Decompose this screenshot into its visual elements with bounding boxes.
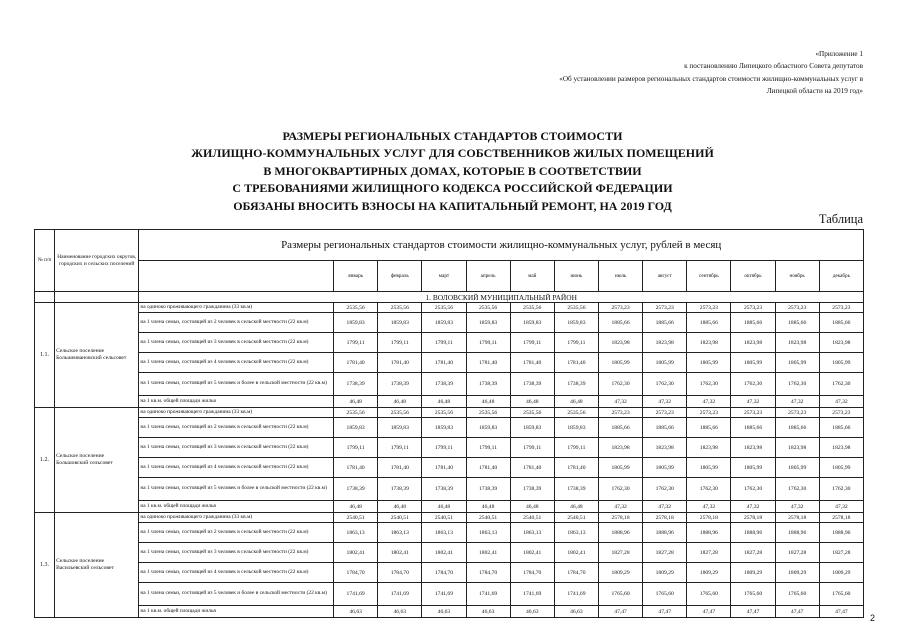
value-cell: 1738,39	[554, 373, 598, 396]
value-cell: 1799,11	[510, 333, 554, 353]
value-cell: 2535,56	[422, 303, 466, 313]
value-cell: 1809,29	[731, 563, 775, 583]
value-cell: 47,32	[643, 501, 687, 513]
value-cell: 1799,11	[554, 333, 598, 353]
value-cell: 1741,69	[422, 583, 466, 606]
table-row	[35, 583, 864, 606]
value-cell: 1823,98	[819, 438, 863, 458]
value-cell: 47,47	[643, 606, 687, 618]
appendix-header	[559, 48, 863, 97]
value-cell: 2535,56	[510, 408, 554, 418]
value-cell: 1741,69	[378, 583, 422, 606]
value-cell: 47,47	[819, 606, 863, 618]
value-cell: 46,48	[554, 396, 598, 408]
value-cell: 1738,39	[378, 478, 422, 501]
value-cell: 2535,56	[422, 408, 466, 418]
value-cell: 1805,99	[643, 353, 687, 373]
value-cell: 1885,66	[598, 418, 642, 438]
section-title: 1. ВОЛОВСКИЙ МУНИЦИПАЛЬНЫЙ РАЙОН	[139, 292, 864, 303]
value-cell: 1765,60	[819, 583, 863, 606]
value-cell: 2540,51	[334, 513, 378, 523]
value-cell: 46,48	[378, 396, 422, 408]
value-cell: 1784,70	[466, 563, 510, 583]
value-cell: 47,47	[775, 606, 819, 618]
value-cell: 1781,40	[378, 353, 422, 373]
value-cell: 1738,39	[422, 478, 466, 501]
value-cell: 2573,23	[643, 303, 687, 313]
settlement-name: Сельское поселение Большеивановский сельсовет	[55, 303, 139, 408]
value-cell: 1805,99	[687, 458, 731, 478]
table-row	[35, 373, 864, 396]
value-cell: 1885,66	[687, 313, 731, 333]
table-row	[35, 543, 864, 563]
value-cell: 2535,56	[334, 303, 378, 313]
value-cell: 1805,99	[598, 353, 642, 373]
value-cell: 46,48	[378, 501, 422, 513]
value-cell: 1802,41	[510, 543, 554, 563]
value-cell: 47,32	[687, 501, 731, 513]
title-line-5: ОБЯЗАНЫ ВНОСИТЬ ВЗНОСЫ НА КАПИТАЛЬНЫЙ РЕМОНТ, НА 2019 ГОД	[233, 198, 672, 213]
row-description: на 1 члена семьи, состоящей из 2 человек в сельской местности (22 кв.м)	[139, 313, 334, 333]
value-cell: 1762,30	[731, 373, 775, 396]
month-header: апрель	[466, 261, 510, 292]
settlement-name: Сельское поселение Васильевский сельсовет	[55, 513, 139, 618]
value-cell: 1781,40	[466, 458, 510, 478]
settlement-number: 1.3.	[35, 513, 55, 618]
value-cell: 2535,56	[466, 303, 510, 313]
document-title	[120, 128, 785, 215]
title-line-3: В МНОГОКВАРТИРНЫХ ДОМАХ, КОТОРЫЕ В СООТВЕТСТВИИ	[263, 163, 642, 178]
value-cell: 2573,23	[687, 303, 731, 313]
value-cell: 1885,66	[687, 418, 731, 438]
value-cell: 46,48	[422, 396, 466, 408]
value-cell: 1885,66	[775, 418, 819, 438]
value-cell: 1784,70	[554, 563, 598, 583]
value-cell: 2535,56	[378, 303, 422, 313]
section-spacer	[35, 292, 55, 303]
row-description: на 1 члена семьи, состоящей из 4 человек в сельской местности (22 кв.м)	[139, 353, 334, 373]
value-cell: 1823,98	[687, 333, 731, 353]
value-cell: 47,32	[731, 501, 775, 513]
row-description: на 1 члена семьи, состоящей из 3 человек в сельской местности (22 кв.м)	[139, 333, 334, 353]
value-cell: 1781,40	[554, 353, 598, 373]
value-cell: 47,32	[819, 501, 863, 513]
value-cell: 1863,13	[378, 523, 422, 543]
value-cell: 1805,99	[731, 353, 775, 373]
value-cell: 1863,13	[466, 523, 510, 543]
value-cell: 1823,98	[731, 438, 775, 458]
value-cell: 1823,98	[643, 438, 687, 458]
row-description: на 1 члена семьи, состоящей из 3 человек в сельской местности (22 кв.м)	[139, 543, 334, 563]
value-cell: 1805,99	[598, 458, 642, 478]
value-cell: 2578,18	[687, 513, 731, 523]
value-cell: 1809,29	[687, 563, 731, 583]
value-cell: 1805,99	[643, 458, 687, 478]
value-cell: 1859,83	[466, 313, 510, 333]
value-cell: 1781,40	[510, 458, 554, 478]
value-cell: 1823,98	[731, 333, 775, 353]
title-line-2: ЖИЛИЩНО-КОММУНАЛЬНЫХ УСЛУГ ДЛЯ СОБСТВЕННИКОВ ЖИЛЫХ ПОМЕЩЕНИЙ	[191, 146, 714, 161]
row-description: на 1 кв.м. общей площади жилья	[139, 396, 334, 408]
value-cell: 1859,83	[466, 418, 510, 438]
value-cell: 1799,11	[378, 333, 422, 353]
value-cell: 46,48	[554, 501, 598, 513]
value-cell: 1762,30	[643, 373, 687, 396]
value-cell: 1741,69	[554, 583, 598, 606]
table-row	[35, 418, 864, 438]
table-row	[35, 478, 864, 501]
standards-table	[34, 229, 864, 618]
row-description: на 1 кв.м. общей площади жилья	[139, 606, 334, 618]
value-cell: 1827,28	[598, 543, 642, 563]
value-cell: 46,63	[334, 606, 378, 618]
value-cell: 2578,18	[598, 513, 642, 523]
value-cell: 2573,23	[731, 303, 775, 313]
row-description: на одиноко проживающего гражданина (33 кв.м)	[139, 408, 334, 418]
table-row	[35, 353, 864, 373]
value-cell: 1799,11	[422, 438, 466, 458]
header-name: Наименование городских округов, городских и сельских поселений	[55, 230, 139, 292]
value-cell: 1827,28	[687, 543, 731, 563]
value-cell: 47,32	[775, 396, 819, 408]
value-cell: 1784,70	[422, 563, 466, 583]
value-cell: 46,63	[554, 606, 598, 618]
appendix-line-4: Липецкой области на 2019 год»	[766, 86, 863, 95]
value-cell: 1888,96	[819, 523, 863, 543]
value-cell: 1863,13	[554, 523, 598, 543]
value-cell: 1809,29	[819, 563, 863, 583]
month-header: июнь	[554, 261, 598, 292]
appendix-line-2: к постановлению Липецкого областного Совета депутатов	[684, 62, 863, 71]
value-cell: 1762,30	[643, 478, 687, 501]
month-header: сентябрь	[687, 261, 731, 292]
value-cell: 1784,70	[378, 563, 422, 583]
month-header: октябрь	[731, 261, 775, 292]
value-cell: 47,32	[775, 501, 819, 513]
value-cell: 1805,99	[819, 458, 863, 478]
value-cell: 1859,83	[334, 418, 378, 438]
value-cell: 1809,29	[643, 563, 687, 583]
row-description: на 1 члена семьи, состоящей из 3 человек в сельской местности (22 кв.м)	[139, 438, 334, 458]
value-cell: 1784,70	[334, 563, 378, 583]
value-cell: 1859,83	[422, 418, 466, 438]
row-description: на 1 члена семьи, состоящей из 5 человек и более в сельской местности (22 кв.м)	[139, 373, 334, 396]
header-desc-empty	[139, 261, 334, 292]
value-cell: 2573,23	[598, 303, 642, 313]
value-cell: 1827,28	[819, 543, 863, 563]
row-description: на 1 члена семьи, состоящей из 4 человек в сельской местности (22 кв.м)	[139, 563, 334, 583]
value-cell: 1738,39	[378, 373, 422, 396]
table-row	[35, 513, 864, 523]
value-cell: 1888,96	[598, 523, 642, 543]
value-cell: 1781,40	[510, 353, 554, 373]
title-line-4: С ТРЕБОВАНИЯМИ ЖИЛИЩНОГО КОДЕКСА РОССИЙСКОЙ ФЕДЕРАЦИИ	[232, 181, 673, 196]
value-cell: 1741,69	[334, 583, 378, 606]
value-cell: 1762,30	[775, 373, 819, 396]
value-cell: 46,48	[466, 501, 510, 513]
value-cell: 1762,30	[819, 373, 863, 396]
value-cell: 1823,98	[819, 333, 863, 353]
table-row	[35, 438, 864, 458]
value-cell: 2540,51	[554, 513, 598, 523]
value-cell: 1823,98	[775, 438, 819, 458]
value-cell: 2573,23	[775, 408, 819, 418]
value-cell: 1827,28	[775, 543, 819, 563]
value-cell: 2578,18	[819, 513, 863, 523]
value-cell: 2540,51	[510, 513, 554, 523]
value-cell: 1809,29	[598, 563, 642, 583]
value-cell: 47,47	[598, 606, 642, 618]
title-line-1: РАЗМЕРЫ РЕГИОНАЛЬНЫХ СТАНДАРТОВ СТОИМОСТИ	[282, 129, 623, 143]
table-caption: Таблица	[818, 212, 863, 226]
value-cell: 1802,41	[554, 543, 598, 563]
month-header: август	[643, 261, 687, 292]
month-header: май	[510, 261, 554, 292]
value-cell: 1799,11	[334, 438, 378, 458]
settlement-name: Сельское поселение Большовский сельсовет	[55, 408, 139, 513]
row-description: на одиноко проживающего гражданина (33 кв.м)	[139, 303, 334, 313]
value-cell: 47,32	[598, 501, 642, 513]
table-row	[35, 313, 864, 333]
value-cell: 1799,11	[510, 438, 554, 458]
value-cell: 46,63	[510, 606, 554, 618]
value-cell: 1784,70	[510, 563, 554, 583]
value-cell: 1781,40	[554, 458, 598, 478]
value-cell: 1885,66	[643, 418, 687, 438]
value-cell: 2573,23	[598, 408, 642, 418]
value-cell: 1885,66	[819, 313, 863, 333]
value-cell: 47,32	[731, 396, 775, 408]
value-cell: 46,48	[466, 396, 510, 408]
value-cell: 1888,96	[643, 523, 687, 543]
value-cell: 47,32	[687, 396, 731, 408]
value-cell: 1823,98	[643, 333, 687, 353]
month-header: ноябрь	[775, 261, 819, 292]
value-cell: 1827,28	[731, 543, 775, 563]
value-cell: 2573,23	[819, 408, 863, 418]
value-cell: 1799,11	[378, 438, 422, 458]
value-cell: 1762,30	[819, 478, 863, 501]
table-row	[35, 396, 864, 408]
value-cell: 1781,40	[422, 353, 466, 373]
value-cell: 1888,96	[687, 523, 731, 543]
value-cell: 2540,51	[378, 513, 422, 523]
table-row	[35, 606, 864, 618]
value-cell: 1781,40	[422, 458, 466, 478]
value-cell: 1885,66	[731, 313, 775, 333]
value-cell: 2540,51	[422, 513, 466, 523]
value-cell: 1762,30	[731, 478, 775, 501]
page-number: 2	[869, 613, 875, 623]
value-cell: 1765,60	[687, 583, 731, 606]
value-cell: 1762,30	[775, 478, 819, 501]
value-cell: 47,32	[643, 396, 687, 408]
value-cell: 1765,60	[731, 583, 775, 606]
value-cell: 2573,23	[731, 408, 775, 418]
settlement-number: 1.1.	[35, 303, 55, 408]
row-description: на одиноко проживающего гражданина (33 кв.м)	[139, 513, 334, 523]
value-cell: 1799,11	[466, 438, 510, 458]
value-cell: 1859,83	[334, 313, 378, 333]
value-cell: 46,63	[378, 606, 422, 618]
value-cell: 2535,56	[554, 408, 598, 418]
table-row	[35, 501, 864, 513]
value-cell: 1823,98	[775, 333, 819, 353]
table-body	[35, 292, 864, 618]
table-row	[35, 303, 864, 313]
value-cell: 2573,23	[775, 303, 819, 313]
value-cell: 1888,96	[775, 523, 819, 543]
value-cell: 1762,30	[687, 478, 731, 501]
value-cell: 1765,60	[775, 583, 819, 606]
value-cell: 1738,39	[510, 478, 554, 501]
value-cell: 1823,98	[598, 438, 642, 458]
value-cell: 46,48	[334, 396, 378, 408]
value-cell: 1802,41	[422, 543, 466, 563]
value-cell: 1885,66	[819, 418, 863, 438]
value-cell: 1823,98	[687, 438, 731, 458]
value-cell: 2535,56	[466, 408, 510, 418]
table-row	[35, 333, 864, 353]
value-cell: 1863,13	[422, 523, 466, 543]
value-cell: 1863,13	[334, 523, 378, 543]
month-header: декабрь	[819, 261, 863, 292]
value-cell: 1805,99	[819, 353, 863, 373]
value-cell: 1823,98	[598, 333, 642, 353]
value-cell: 47,47	[731, 606, 775, 618]
value-cell: 1799,11	[422, 333, 466, 353]
month-header: февраль	[378, 261, 422, 292]
row-description: на 1 члена семьи, состоящей из 2 человек в сельской местности (22 кв.м)	[139, 418, 334, 438]
row-description: на 1 члена семьи, состоящей из 4 человек в сельской местности (22 кв.м)	[139, 458, 334, 478]
value-cell: 1781,40	[378, 458, 422, 478]
value-cell: 1802,41	[466, 543, 510, 563]
value-cell: 1802,41	[334, 543, 378, 563]
value-cell: 1802,41	[378, 543, 422, 563]
row-description: на 1 кв.м. общей площади жилья	[139, 501, 334, 513]
value-cell: 46,48	[510, 396, 554, 408]
value-cell: 1885,66	[643, 313, 687, 333]
value-cell: 1805,99	[731, 458, 775, 478]
value-cell: 1738,39	[466, 373, 510, 396]
value-cell: 2535,56	[334, 408, 378, 418]
value-cell: 1799,11	[466, 333, 510, 353]
value-cell: 2535,56	[554, 303, 598, 313]
value-cell: 1741,69	[466, 583, 510, 606]
value-cell: 1762,30	[598, 373, 642, 396]
value-cell: 1827,28	[643, 543, 687, 563]
value-cell: 1805,99	[775, 458, 819, 478]
header-big: Размеры региональных стандартов стоимости жилищно-коммунальных услуг, рублей в месяц	[139, 230, 864, 261]
value-cell: 1885,66	[731, 418, 775, 438]
value-cell: 1805,99	[687, 353, 731, 373]
value-cell: 46,48	[510, 501, 554, 513]
month-header: март	[422, 261, 466, 292]
settlement-number: 1.2.	[35, 408, 55, 513]
value-cell: 1805,99	[775, 353, 819, 373]
value-cell: 1765,60	[643, 583, 687, 606]
value-cell: 1859,83	[378, 313, 422, 333]
value-cell: 47,47	[687, 606, 731, 618]
value-cell: 1738,39	[334, 478, 378, 501]
value-cell: 1859,83	[554, 418, 598, 438]
section-spacer	[55, 292, 139, 303]
value-cell: 2578,18	[775, 513, 819, 523]
value-cell: 1859,83	[510, 418, 554, 438]
row-description: на 1 члена семьи, состоящей из 5 человек и более в сельской местности (22 кв.м)	[139, 478, 334, 501]
value-cell: 2578,18	[731, 513, 775, 523]
value-cell: 1799,11	[554, 438, 598, 458]
value-cell: 1859,83	[554, 313, 598, 333]
value-cell: 1859,83	[378, 418, 422, 438]
value-cell: 1762,30	[598, 478, 642, 501]
value-cell: 1781,40	[334, 353, 378, 373]
value-cell: 2540,51	[466, 513, 510, 523]
value-cell: 1781,40	[466, 353, 510, 373]
table-row	[35, 458, 864, 478]
value-cell: 2535,56	[510, 303, 554, 313]
value-cell: 2573,23	[687, 408, 731, 418]
value-cell: 1799,11	[334, 333, 378, 353]
header-num: № п/п	[35, 230, 55, 292]
table-row	[35, 408, 864, 418]
value-cell: 1888,96	[731, 523, 775, 543]
value-cell: 1738,39	[422, 373, 466, 396]
value-cell: 1741,69	[510, 583, 554, 606]
value-cell: 47,32	[598, 396, 642, 408]
value-cell: 46,48	[422, 501, 466, 513]
value-cell: 1765,60	[598, 583, 642, 606]
value-cell: 1738,39	[334, 373, 378, 396]
value-cell: 1738,39	[466, 478, 510, 501]
value-cell: 1738,39	[510, 373, 554, 396]
appendix-line-1: «Приложение 1	[815, 50, 863, 58]
value-cell: 46,63	[466, 606, 510, 618]
value-cell: 1885,66	[598, 313, 642, 333]
value-cell: 2573,23	[643, 408, 687, 418]
value-cell: 46,48	[334, 501, 378, 513]
value-cell: 1885,66	[775, 313, 819, 333]
value-cell: 47,32	[819, 396, 863, 408]
value-cell: 1781,40	[334, 458, 378, 478]
month-header: январь	[334, 261, 378, 292]
value-cell: 1863,13	[510, 523, 554, 543]
table-row	[35, 523, 864, 543]
value-cell: 2573,23	[819, 303, 863, 313]
value-cell: 1738,39	[554, 478, 598, 501]
table-row	[35, 563, 864, 583]
value-cell: 1762,30	[687, 373, 731, 396]
appendix-line-3: «Об установлении размеров региональных стандартов стоимости жилищно-коммунальных услуг в	[559, 74, 863, 83]
value-cell: 2535,56	[378, 408, 422, 418]
row-description: на 1 члена семьи, состоящей из 5 человек и более в сельской местности (22 кв.м)	[139, 583, 334, 606]
value-cell: 1859,83	[422, 313, 466, 333]
row-description: на 1 члена семьи, состоящей из 2 человек в сельской местности (22 кв.м)	[139, 523, 334, 543]
value-cell: 1859,83	[510, 313, 554, 333]
value-cell: 1809,29	[775, 563, 819, 583]
value-cell: 2578,18	[643, 513, 687, 523]
month-header: июль	[598, 261, 642, 292]
value-cell: 46,63	[422, 606, 466, 618]
